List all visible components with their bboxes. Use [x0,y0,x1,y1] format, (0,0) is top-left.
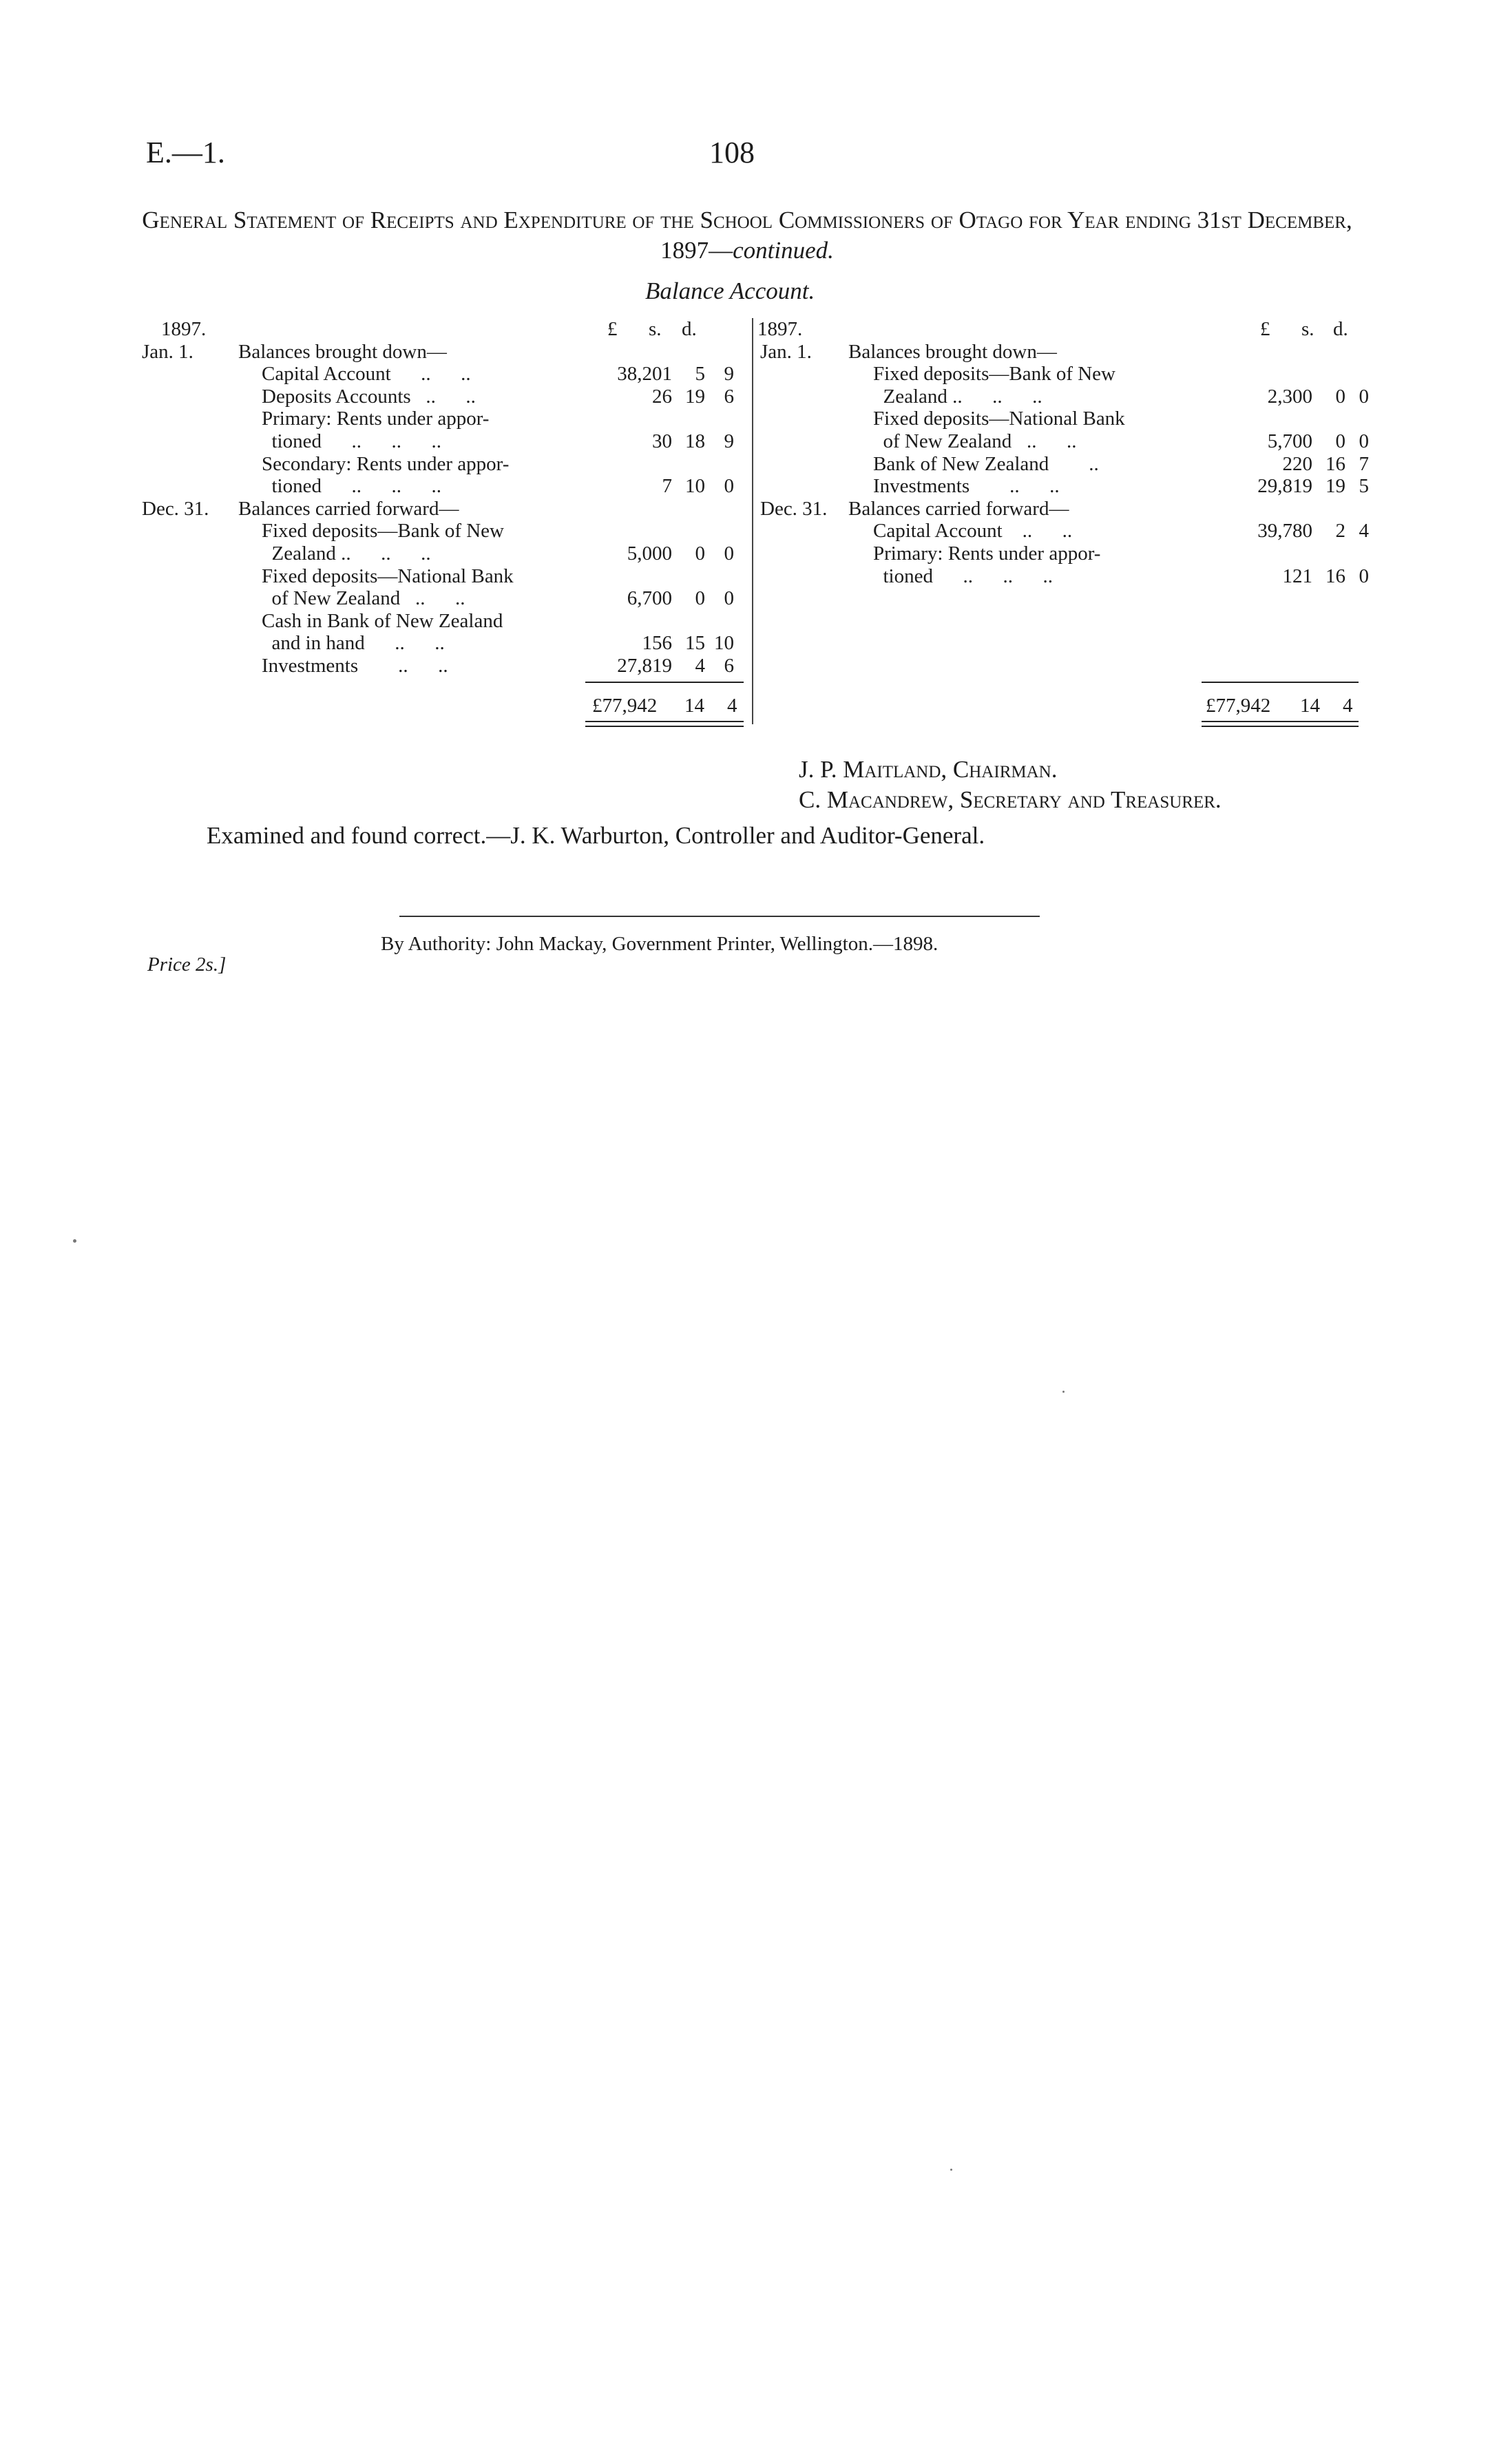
left-ledger-row [138,341,744,364]
right-row-text: Fixed deposits—Bank of New [873,363,1115,386]
left-total-rule-top [585,682,744,683]
right-row-text: Capital Account .. .. [873,520,1073,543]
right-ledger-row [756,498,1362,520]
right-row-s: 16 [1325,452,1345,475]
left-row-text: Fixed deposits—Bank of New [262,520,504,543]
left-row-text: tioned .. .. .. [262,475,441,498]
right-ledger-row [756,408,1362,430]
right-row-text: of New Zealand .. .. [873,430,1077,452]
left-row-d: 0 [724,475,734,498]
left-row-d: 0 [724,542,734,565]
left-row-d: 9 [724,363,734,386]
left-ledger-row [138,430,744,453]
left-row-s: 18 [685,430,705,452]
left-row-d: 6 [724,385,734,408]
left-ledger-row [138,520,744,543]
left-row-s: 0 [695,587,705,610]
right-pence-heading: d. [1333,318,1348,340]
right-row-text: Balances brought down— [848,340,1057,363]
left-row-text: of New Zealand .. .. [262,587,465,610]
left-ledger-row [138,610,744,633]
right-row-l: 29,819 [1257,475,1312,498]
right-row-l: 121 [1282,565,1312,587]
column-divider [752,318,753,724]
auditor-statement: Examined and found correct.—J. K. Warburton, Controller and Auditor-General. [207,822,985,849]
right-ledger-row [756,520,1369,543]
right-row-date: Jan. 1. [760,340,812,363]
title-main: General Statement of Receipts and Expenditure of the School Commissioners of Otago for Year ending 31st December, 1897— [142,207,1352,264]
left-ledger-row [138,498,744,520]
secretary-signature: C. Macandrew, Secretary and Treasurer. [799,786,1222,813]
right-row-s: 0 [1335,385,1345,408]
left-row-s: 10 [685,475,705,498]
scan-speck [1062,1391,1065,1393]
left-row-date: Dec. 31. [142,497,209,520]
chairman-signature: J. P. Maitland, Chairman. [799,756,1058,783]
right-total-rule-top [1202,682,1359,683]
left-row-l: 26 [652,385,672,408]
right-year-heading: 1897. [757,318,803,340]
footer-rule [399,916,1040,917]
left-row-l: 5,000 [627,542,672,565]
right-ledger-row [756,565,1369,588]
right-row-d: 5 [1359,475,1369,498]
section-title: Balance Account. [645,277,815,304]
left-row-text: Capital Account .. .. [262,363,471,386]
left-row-text: Fixed deposits—National Bank [262,565,514,587]
left-row-d: 6 [724,654,734,677]
right-row-s: 19 [1325,475,1345,498]
price-note: Price 2s.] [147,954,227,976]
left-ledger-row [138,587,744,610]
left-row-text: Primary: Rents under appor- [262,408,490,430]
left-row-s: 4 [695,654,705,677]
left-ledger-row [138,565,744,588]
right-row-l: 2,300 [1267,385,1312,408]
right-total-shillings: 14 [1300,695,1320,717]
right-ledger [756,318,1369,766]
left-row-s: 15 [685,632,705,655]
left-row-text: Zealand .. .. .. [262,542,431,565]
left-ledger-row [138,386,744,408]
right-row-text: Investments .. .. [873,475,1060,498]
right-total-pounds: £77,942 [1206,695,1271,717]
left-row-text: tioned .. .. .. [262,430,441,452]
left-row-l: 30 [652,430,672,452]
left-total-pounds: £77,942 [592,695,658,717]
left-row-text: Balances brought down— [238,340,447,363]
scan-speck [950,2169,952,2171]
left-row-l: 7 [662,475,672,498]
right-row-text: Primary: Rents under appor- [873,542,1101,565]
right-row-l: 39,780 [1257,520,1312,543]
right-row-l: 220 [1282,452,1312,475]
left-year-heading: 1897. [161,318,207,340]
document-code: E.—1. [146,136,225,169]
right-row-d: 0 [1359,385,1369,408]
left-ledger-row [138,408,744,430]
right-row-text: Fixed deposits—National Bank [873,408,1125,430]
right-row-s: 0 [1335,430,1345,452]
right-ledger-row [756,430,1369,453]
right-ledger-row [756,475,1369,498]
right-ledger-row [756,363,1362,386]
page-number: 108 [709,136,755,169]
left-row-l: 156 [642,632,672,655]
right-ledger-row [756,543,1362,565]
right-row-d: 4 [1359,520,1369,543]
left-ledger-row [138,363,744,386]
left-shillings-heading: s. [649,318,662,340]
right-heading-row [756,318,1362,341]
left-heading-row [138,318,744,341]
right-row-text: Balances carried forward— [848,497,1069,520]
left-row-text: Balances carried forward— [238,497,459,520]
right-total-pence: 4 [1343,695,1353,717]
printer-authority: By Authority: John Mackay, Government Printer, Wellington.—1898. [381,933,939,955]
right-row-l: 5,700 [1267,430,1312,452]
left-row-s: 19 [685,385,705,408]
left-pence-heading: d. [682,318,697,340]
right-row-d: 0 [1359,430,1369,452]
right-ledger-row [756,341,1362,364]
right-row-text: tioned .. .. .. [873,565,1053,587]
left-row-text: Investments .. .. [262,654,448,677]
left-pounds-heading: £ [607,318,618,340]
left-ledger-row [138,453,744,476]
right-total-rule-bottom-1 [1202,721,1359,722]
left-row-l: 27,819 [617,654,672,677]
left-row-text: Secondary: Rents under appor- [262,452,510,475]
left-row-l: 38,201 [617,363,672,386]
left-row-date: Jan. 1. [142,340,193,363]
page-title [138,205,1356,266]
left-row-text: Deposits Accounts .. .. [262,385,476,408]
right-shillings-heading: s. [1301,318,1314,340]
right-ledger-row [756,385,1369,408]
title-continued: continued. [733,237,834,264]
left-ledger-row [138,475,744,498]
left-row-text: and in hand .. .. [262,632,445,655]
left-row-l: 6,700 [627,587,672,610]
right-row-text: Zealand .. .. .. [873,385,1042,408]
left-total-rule-bottom-2 [585,726,744,727]
right-ledger-row [756,452,1369,476]
right-total-rule-bottom-2 [1202,726,1359,727]
left-total-shillings: 14 [684,695,704,717]
right-row-date: Dec. 31. [760,497,828,520]
right-row-text: Bank of New Zealand .. [873,452,1099,475]
left-total-rule-bottom-1 [585,721,744,722]
left-row-d: 0 [724,587,734,610]
left-ledger-row [138,543,744,565]
left-row-d: 9 [724,430,734,452]
right-pounds-heading: £ [1260,318,1270,340]
left-ledger-row [138,655,744,677]
left-row-text: Cash in Bank of New Zealand [262,609,503,632]
left-row-s: 0 [695,542,705,565]
right-row-s: 16 [1325,565,1345,587]
left-row-s: 5 [695,363,705,386]
right-row-d: 7 [1359,452,1369,475]
right-row-s: 2 [1335,520,1345,543]
left-total-pence: 4 [727,695,737,717]
scan-speck [73,1239,76,1243]
left-ledger-row [138,632,744,655]
right-row-d: 0 [1359,565,1369,587]
left-row-d: 10 [714,632,734,655]
